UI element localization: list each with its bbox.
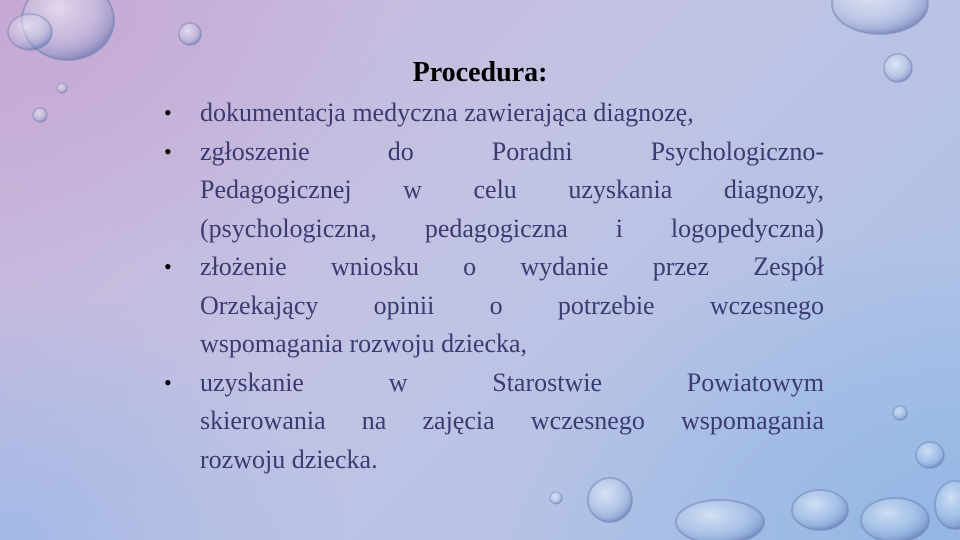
list-item <box>200 248 824 364</box>
procedure-list <box>200 94 824 479</box>
list-item-line: skierowania na zajęcia wczesnego wspomagania <box>200 406 824 435</box>
list-item-line: • złożenie wniosku o wydanie przez Zespół <box>200 252 824 281</box>
list-item-line: • uzyskanie w Starostwie Powiatowym <box>200 367 824 397</box>
list-item-line: (psychologiczna, pedagogiczna i logopedyczna) <box>200 213 824 243</box>
bubble-right <box>893 406 944 468</box>
bubble-bottom-right <box>550 478 960 540</box>
list-item-line: Orzekający opinii o potrzebie wczesnego <box>200 290 824 320</box>
list-item-line: wspomagania rozwoju dziecka, <box>200 329 528 358</box>
list-item <box>200 364 824 480</box>
list-item-line: • dokumentacja medyczna zawierająca diagnozę, <box>200 98 694 127</box>
list-item-line: • zgłoszenie do Poradni Psychologiczno- <box>200 136 824 166</box>
list-item-line: rozwoju dziecka. <box>200 444 378 474</box>
slide-title: Procedura: <box>412 57 548 88</box>
list-item <box>200 94 824 133</box>
list-item <box>200 133 824 249</box>
list-item-line: Pedagogicznej w celu uzyskania diagnozy, <box>200 175 824 204</box>
